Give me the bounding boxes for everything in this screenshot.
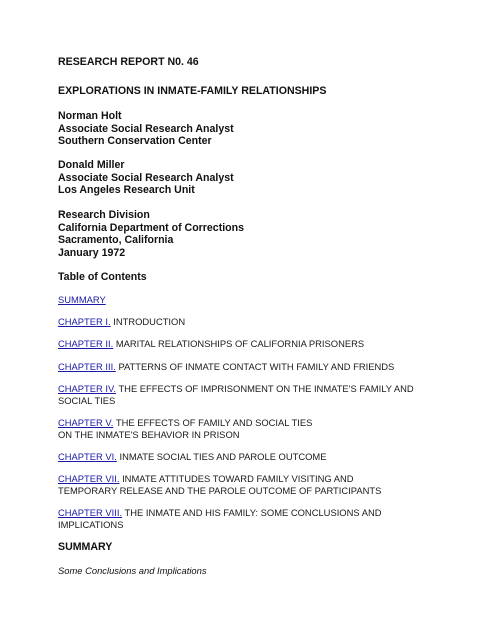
chapter-2-link[interactable]: CHAPTER II. xyxy=(58,338,114,349)
toc-entry-chapter-6 xyxy=(58,451,326,463)
publication-date: January 1972 xyxy=(58,246,126,259)
toc-entry-chapter-1 xyxy=(58,316,185,328)
toc-summary-link[interactable]: SUMMARY xyxy=(58,294,106,305)
chapter-7-title-continued: TEMPORARY RELEASE AND THE PAROLE OUTCOME OF PARTICIPANTS xyxy=(58,484,382,496)
author-name: Donald Miller xyxy=(58,159,125,171)
toc-entry-chapter-4 xyxy=(58,383,414,406)
report-number: RESEARCH REPORT N0. 46 xyxy=(58,56,199,68)
summary-subheading: Some Conclusions and Implications xyxy=(58,565,207,576)
publisher-department: California Department of Corrections xyxy=(58,221,245,234)
publisher-division: Research Division xyxy=(58,209,150,221)
chapter-5-link[interactable]: CHAPTER V. xyxy=(58,417,114,428)
publisher-block xyxy=(58,209,244,259)
author-role: Associate Social Research Analyst xyxy=(58,122,234,135)
author-name: Norman Holt xyxy=(58,110,122,122)
toc-entry-chapter-3 xyxy=(58,361,394,373)
chapter-4-title: THE EFFECTS OF IMPRISONMENT ON THE INMATE'S FAMILY AND xyxy=(118,383,414,394)
toc-entry-chapter-2 xyxy=(58,338,364,350)
chapter-5-title-continued: ON THE INMATE'S BEHAVIOR IN PRISON xyxy=(58,428,240,440)
toc-entry-chapter-8 xyxy=(58,507,382,530)
chapter-8-title-continued: IMPLICATIONS xyxy=(58,518,124,530)
author-block xyxy=(58,159,234,197)
chapter-7-title: INMATE ATTITUDES TOWARD FAMILY VISITING AND xyxy=(122,473,354,484)
chapter-8-link[interactable]: CHAPTER VIII. xyxy=(58,507,123,518)
toc-entry-chapter-5 xyxy=(58,417,312,440)
chapter-6-link[interactable]: CHAPTER VI. xyxy=(58,451,117,462)
report-title: EXPLORATIONS IN INMATE-FAMILY RELATIONSHIPS xyxy=(58,85,327,97)
chapter-8-title: THE INMATE AND HIS FAMILY: SOME CONCLUSIONS AND xyxy=(124,507,382,518)
chapter-4-title-continued: SOCIAL TIES xyxy=(58,394,116,406)
publisher-city: Sacramento, California xyxy=(58,234,174,247)
chapter-2-title: MARITAL RELATIONSHIPS OF CALIFORNIA PRISONERS xyxy=(115,338,365,349)
toc-summary-entry xyxy=(58,294,106,306)
chapter-1-link[interactable]: CHAPTER I. xyxy=(58,316,111,327)
chapter-4-link[interactable]: CHAPTER IV. xyxy=(58,383,117,394)
summary-heading: SUMMARY xyxy=(58,541,113,553)
chapter-1-title: INTRODUCTION xyxy=(113,316,186,327)
author-unit: Los Angeles Research Unit xyxy=(58,184,195,197)
author-unit: Southern Conservation Center xyxy=(58,135,212,148)
author-role: Associate Social Research Analyst xyxy=(58,171,234,184)
chapter-6-title: INMATE SOCIAL TIES AND PAROLE OUTCOME xyxy=(119,451,327,462)
chapter-3-title: PATTERNS OF INMATE CONTACT WITH FAMILY AND FRIENDS xyxy=(118,361,395,372)
toc-heading: Table of Contents xyxy=(58,271,147,283)
chapter-7-link[interactable]: CHAPTER VII. xyxy=(58,473,120,484)
toc-entry-chapter-7 xyxy=(58,473,381,496)
chapter-5-title: THE EFFECTS OF FAMILY AND SOCIAL TIES xyxy=(115,417,313,428)
author-block xyxy=(58,110,234,148)
chapter-3-link[interactable]: CHAPTER III. xyxy=(58,361,116,372)
